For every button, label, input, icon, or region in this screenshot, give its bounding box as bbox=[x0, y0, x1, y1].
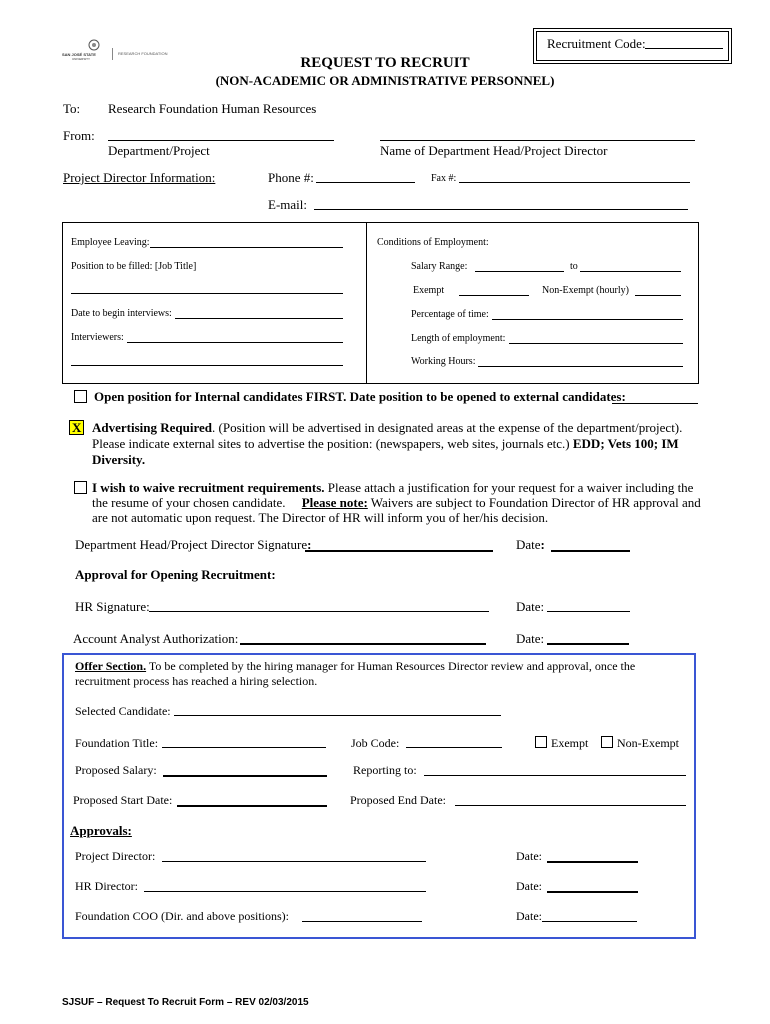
department-head-label: Name of Department Head/Project Director bbox=[380, 143, 608, 158]
account-analyst-date-label: Date: bbox=[516, 631, 545, 646]
position-to-fill-label: Position to be filled: [Job Title] bbox=[71, 261, 197, 272]
project-director-label: Project Director: bbox=[75, 849, 156, 863]
position-box-divider bbox=[366, 222, 367, 383]
fax-field[interactable] bbox=[459, 170, 690, 183]
waive-text2a: the resume of your chosen candidate. bbox=[92, 495, 286, 510]
hr-director-label: HR Director: bbox=[75, 879, 138, 893]
to-value: Research Foundation Human Resources bbox=[108, 101, 317, 116]
employee-leaving-label: Employee Leaving: bbox=[71, 237, 150, 248]
foundation-coo-field[interactable] bbox=[302, 909, 422, 922]
hr-director-date-field[interactable] bbox=[547, 879, 638, 893]
advertising-line2 bbox=[92, 436, 679, 452]
logo-university-line1: SAN JOSÉ STATE bbox=[62, 52, 96, 57]
head-date-colon: : bbox=[540, 537, 545, 552]
head-date-text: Date bbox=[516, 537, 541, 552]
proposed-salary-field[interactable] bbox=[163, 763, 327, 777]
advertising-text1: . (Position will be advertised in designated areas at the expense of the department/project). bbox=[212, 420, 683, 435]
project-director-date-field[interactable] bbox=[547, 849, 638, 863]
foundation-title-label: Foundation Title: bbox=[75, 736, 159, 750]
waive-line2 bbox=[92, 495, 701, 511]
salary-max-field[interactable] bbox=[580, 260, 681, 272]
waive-checkbox[interactable] bbox=[74, 481, 87, 494]
salary-to-label: to bbox=[570, 261, 578, 272]
proposed-start-field[interactable] bbox=[177, 793, 327, 807]
account-analyst-date-field[interactable] bbox=[547, 631, 629, 645]
employee-leaving-field[interactable] bbox=[150, 236, 343, 248]
hr-director-field[interactable] bbox=[144, 879, 426, 892]
hr-signature-date-field[interactable] bbox=[547, 599, 630, 612]
foundation-coo-label: Foundation COO (Dir. and above positions): bbox=[75, 909, 289, 923]
email-field[interactable] bbox=[314, 197, 688, 210]
head-signature-colon: : bbox=[307, 537, 312, 552]
from-label: From: bbox=[63, 128, 95, 143]
percentage-field[interactable] bbox=[492, 308, 683, 320]
project-director-date-label: Date: bbox=[516, 849, 542, 863]
logo-emblem-icon bbox=[84, 38, 104, 52]
proposed-end-label: Proposed End Date: bbox=[350, 793, 446, 807]
offer-exempt-label: Exempt bbox=[551, 736, 589, 750]
head-signature-date-label bbox=[516, 537, 545, 553]
salary-range-label: Salary Range: bbox=[411, 261, 468, 272]
waive-text1: Please attach a justification for your request for a waiver including the bbox=[324, 480, 694, 495]
proposed-salary-label: Proposed Salary: bbox=[75, 763, 157, 777]
foundation-coo-date-label: Date: bbox=[516, 909, 542, 923]
working-hours-field[interactable] bbox=[478, 355, 683, 367]
reporting-to-field[interactable] bbox=[424, 763, 686, 776]
interviewers-label: Interviewers: bbox=[71, 332, 124, 343]
waive-note: Please note: bbox=[301, 495, 368, 510]
advertising-mark: X bbox=[72, 420, 82, 435]
interviewers-field-2[interactable] bbox=[71, 355, 343, 366]
footer-text: SJSUF – Request To Recruit Form – REV 02/03/2015 bbox=[62, 997, 309, 1008]
fax-label: Fax #: bbox=[431, 173, 457, 184]
salary-min-field[interactable] bbox=[475, 260, 564, 272]
date-interviews-field[interactable] bbox=[175, 307, 343, 319]
reporting-to-label: Reporting to: bbox=[353, 763, 417, 777]
foundation-title-field[interactable] bbox=[162, 736, 326, 748]
project-director-field[interactable] bbox=[162, 849, 426, 862]
exempt-label: Exempt bbox=[413, 285, 445, 296]
percentage-label: Percentage of time: bbox=[411, 309, 489, 320]
advertising-sites2: Diversity. bbox=[92, 452, 146, 467]
offer-non-exempt-label: Non-Exempt bbox=[617, 736, 679, 750]
job-code-field[interactable] bbox=[406, 736, 502, 748]
hr-director-date-label: Date: bbox=[516, 879, 542, 893]
account-analyst-label: Account Analyst Authorization: bbox=[73, 631, 239, 646]
working-hours-label: Working Hours: bbox=[411, 356, 476, 367]
waive-text2b: Waivers are subject to Foundation Director of HR approval and bbox=[367, 495, 701, 510]
to-label: To: bbox=[63, 101, 81, 116]
selected-candidate-label: Selected Candidate: bbox=[75, 704, 171, 718]
recruitment-code-label: Recruitment Code: bbox=[547, 36, 646, 51]
waive-title: I wish to waive recruitment requirements. bbox=[92, 480, 325, 495]
hr-signature-date-label: Date: bbox=[516, 599, 545, 614]
offer-exempt-checkbox[interactable] bbox=[535, 736, 547, 748]
offer-title: Offer Section. bbox=[75, 659, 147, 673]
open-internal-text: Open position for Internal candidates FIRST. Date position to be opened to external candidates: bbox=[94, 389, 626, 404]
form-subtitle: (NON-ACADEMIC OR ADMINISTRATIVE PERSONNEL) bbox=[215, 73, 555, 88]
email-label: E-mail: bbox=[268, 197, 307, 212]
department-field[interactable] bbox=[108, 128, 334, 141]
approval-title: Approval for Opening Recruitment: bbox=[75, 567, 276, 582]
non-exempt-field[interactable] bbox=[635, 284, 681, 296]
waive-line3: are not automatic upon request. The Director of HR will inform you of her/his decision. bbox=[92, 510, 549, 525]
proposed-start-label: Proposed Start Date: bbox=[73, 793, 173, 807]
advertising-sites1: EDD; Vets 100; IM bbox=[572, 436, 679, 451]
advertising-line1 bbox=[92, 420, 682, 436]
date-interviews-label: Date to begin interviews: bbox=[71, 308, 172, 319]
position-title-field[interactable] bbox=[71, 283, 343, 294]
proposed-end-field[interactable] bbox=[455, 793, 686, 806]
non-exempt-hourly-label: Non-Exempt (hourly) bbox=[542, 285, 629, 296]
offer-non-exempt-checkbox[interactable] bbox=[601, 736, 613, 748]
job-code-label: Job Code: bbox=[351, 736, 400, 750]
length-field[interactable] bbox=[509, 332, 683, 344]
phone-field[interactable] bbox=[316, 170, 415, 183]
offer-text1: To be completed by the hiring manager for Human Resources Director review and approval, once the bbox=[146, 659, 636, 673]
selected-candidate-field[interactable] bbox=[174, 704, 501, 716]
department-head-field[interactable] bbox=[380, 128, 695, 141]
interviewers-field[interactable] bbox=[127, 331, 343, 343]
recruitment-code-field[interactable] bbox=[645, 36, 723, 49]
foundation-coo-date-field[interactable] bbox=[542, 909, 637, 922]
head-signature-label bbox=[75, 537, 311, 553]
open-internal-checkbox[interactable] bbox=[74, 390, 87, 403]
exempt-field[interactable] bbox=[459, 284, 529, 296]
logo-university-line2: UNIVERSITY bbox=[72, 57, 91, 61]
advertising-title: Advertising Required bbox=[92, 420, 213, 435]
approvals-title: Approvals: bbox=[70, 823, 132, 838]
waive-line1 bbox=[92, 480, 693, 496]
head-signature-date-field[interactable] bbox=[551, 537, 630, 552]
offer-line1 bbox=[75, 659, 635, 674]
account-analyst-field[interactable] bbox=[240, 631, 486, 645]
phone-label: Phone #: bbox=[268, 170, 314, 185]
head-signature-text: Department Head/Project Director Signature bbox=[75, 537, 308, 552]
hr-signature-field[interactable] bbox=[149, 599, 489, 612]
head-signature-field[interactable] bbox=[305, 537, 493, 552]
project-director-info-label: Project Director Information: bbox=[63, 170, 216, 185]
offer-text2: recruitment process has reached a hiring selection. bbox=[75, 674, 318, 688]
conditions-label: Conditions of Employment: bbox=[377, 237, 489, 248]
form-title: REQUEST TO RECRUIT bbox=[300, 55, 470, 71]
hr-signature-label: HR Signature: bbox=[75, 599, 150, 614]
length-label: Length of employment: bbox=[411, 333, 506, 344]
external-date-field[interactable] bbox=[612, 389, 698, 404]
advertising-text2: Please indicate external sites to advertise the position: (newspapers, web sites, journals etc.) bbox=[92, 436, 570, 451]
logo-foundation: RESEARCH FOUNDATION bbox=[118, 51, 168, 56]
department-label: Department/Project bbox=[108, 143, 210, 158]
